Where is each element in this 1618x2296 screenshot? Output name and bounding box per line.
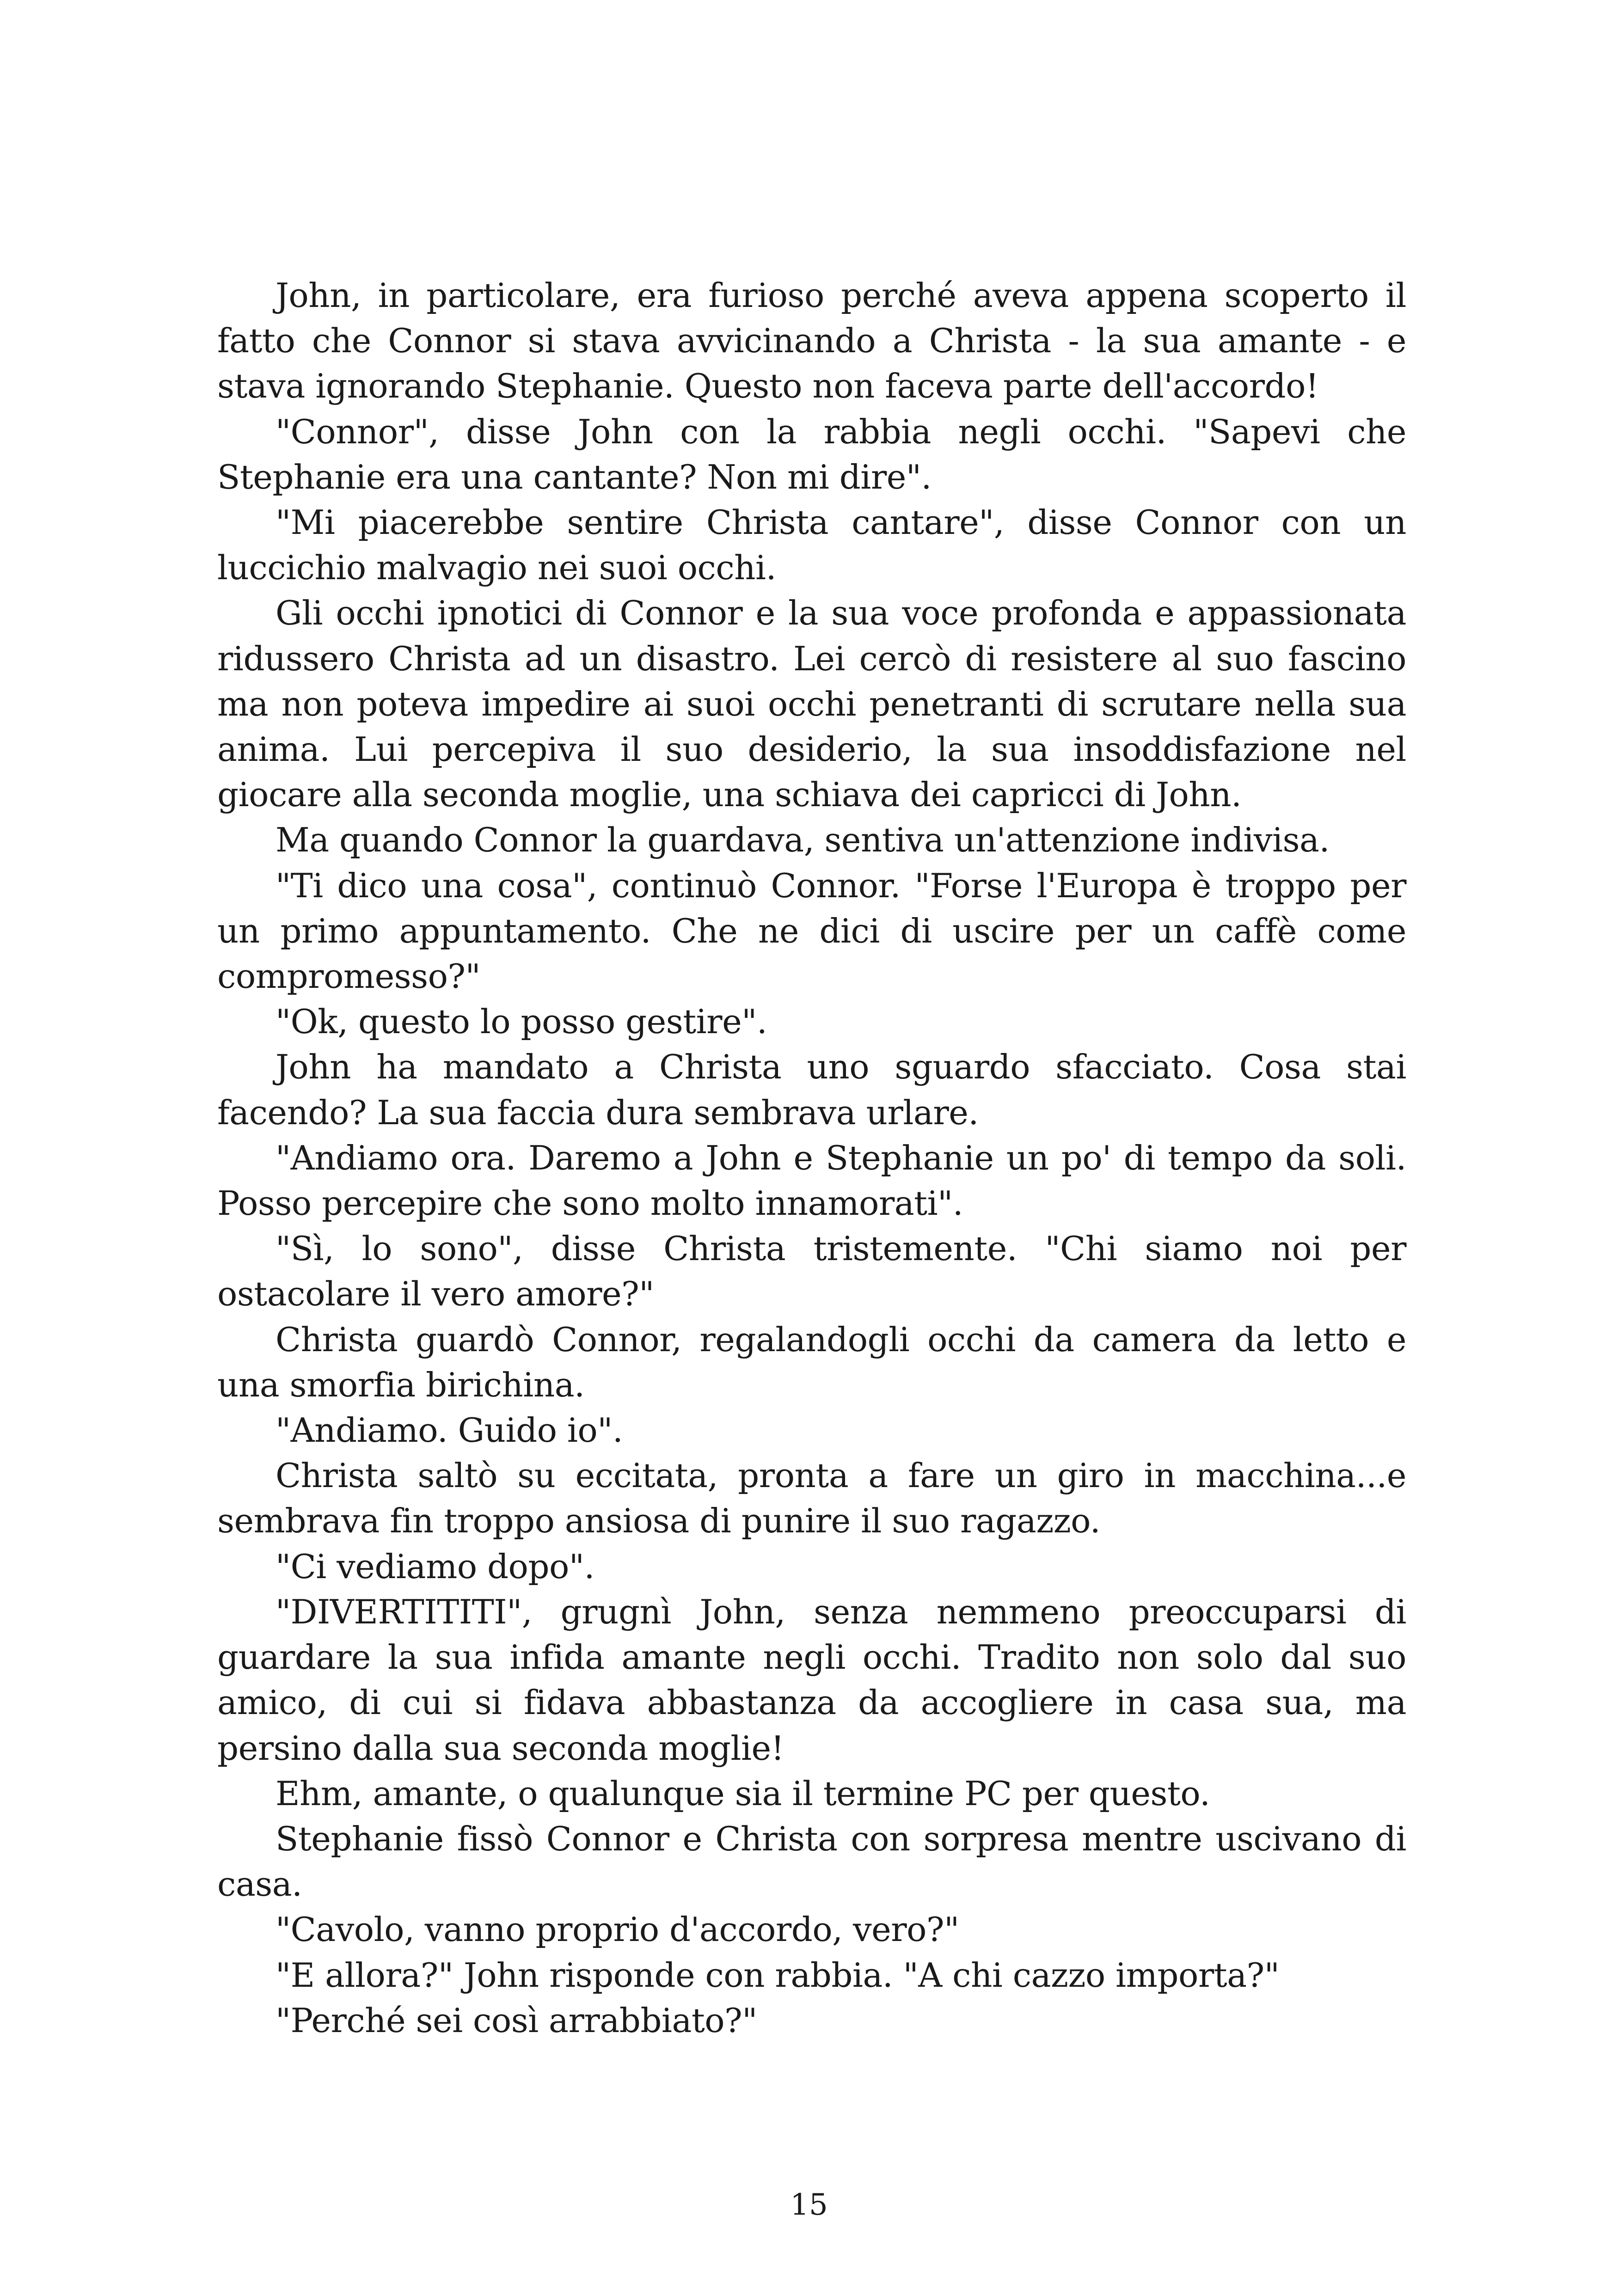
paragraph: John ha mandato a Christa uno sguardo sfacciato. Cosa stai facendo? La sua faccia dura sembrava urlare. bbox=[217, 1047, 1406, 1132]
paragraph: "Andiamo ora. Daremo a John e Stephanie un po' di tempo da soli. Posso percepire che sono molto innamorati". bbox=[217, 1138, 1406, 1223]
paragraph: "Cavolo, vanno proprio d'accordo, vero?" bbox=[276, 1910, 959, 1949]
paragraph: "Ci vediamo dopo". bbox=[276, 1547, 594, 1586]
paragraph: "E allora?" John risponde con rabbia. "A chi cazzo importa?" bbox=[276, 1955, 1280, 1995]
paragraph: "Connor", disse John con la rabbia negli occhi. "Sapevi che Stephanie era una cantante? Non mi dire". bbox=[217, 412, 1406, 496]
paragraph: Stephanie fissò Connor e Christa con sorpresa mentre uscivano di casa. bbox=[217, 1819, 1406, 1904]
paragraph: "Perché sei così arrabbiato?" bbox=[276, 2001, 757, 2040]
paragraph: Christa guardò Connor, regalandogli occhi da camera da letto e una smorfia birichina. bbox=[217, 1320, 1406, 1404]
paragraph: "Ok, questo lo posso gestire". bbox=[276, 1002, 767, 1041]
paragraph: Gli occhi ipnotici di Connor e la sua voce profonda e appassionata ridussero Christa ad un disastro. Lei cercò di resistere al suo fascino ma non poteva impedire ai suoi occhi penetranti di scrutare nella sua anima. Lui percepiva il suo desiderio, la sua insoddisfazione nel giocare alla seconda moglie, una schiava dei capricci di John. bbox=[217, 594, 1406, 814]
paragraph: "Ti dico una cosa", continuò Connor. "Forse l'Europa è troppo per un primo appuntamento. Che ne dici di uscire per un caffè come compromesso?" bbox=[217, 866, 1406, 996]
paragraph: "Andiamo. Guido io". bbox=[276, 1411, 623, 1450]
paragraph: John, in particolare, era furioso perché aveva appena scoperto il fatto che Connor si stava avvicinando a Christa - la sua amante - e stava ignorando Stephanie. Questo non faceva parte dell'accordo! bbox=[217, 276, 1406, 406]
paragraph: Ehm, amante, o qualunque sia il termine PC per questo. bbox=[276, 1774, 1210, 1813]
paragraph: "Sì, lo sono", disse Christa tristemente. "Chi siamo noi per ostacolare il vero amore?" bbox=[217, 1229, 1406, 1314]
paragraph: "DIVERTITITI", grugnì John, senza nemmeno preoccuparsi di guardare la sua infida amante negli occhi. Tradito non solo dal suo amico, di cui si fidava abbastanza da accogliere in casa sua, ma persino dalla sua seconda moglie! bbox=[217, 1592, 1406, 1768]
paragraph: "Mi piacerebbe sentire Christa cantare", disse Connor con un luccichio malvagio nei suoi occhi. bbox=[217, 503, 1406, 588]
paragraph: Ma quando Connor la guardava, sentiva un'attenzione indivisa. bbox=[276, 820, 1330, 860]
page-body bbox=[217, 273, 1406, 2043]
paragraph: Christa saltò su eccitata, pronta a fare un giro in macchina...e sembrava fin troppo ansiosa di punire il suo ragazzo. bbox=[217, 1456, 1406, 1541]
page-number: 15 bbox=[790, 2188, 828, 2222]
